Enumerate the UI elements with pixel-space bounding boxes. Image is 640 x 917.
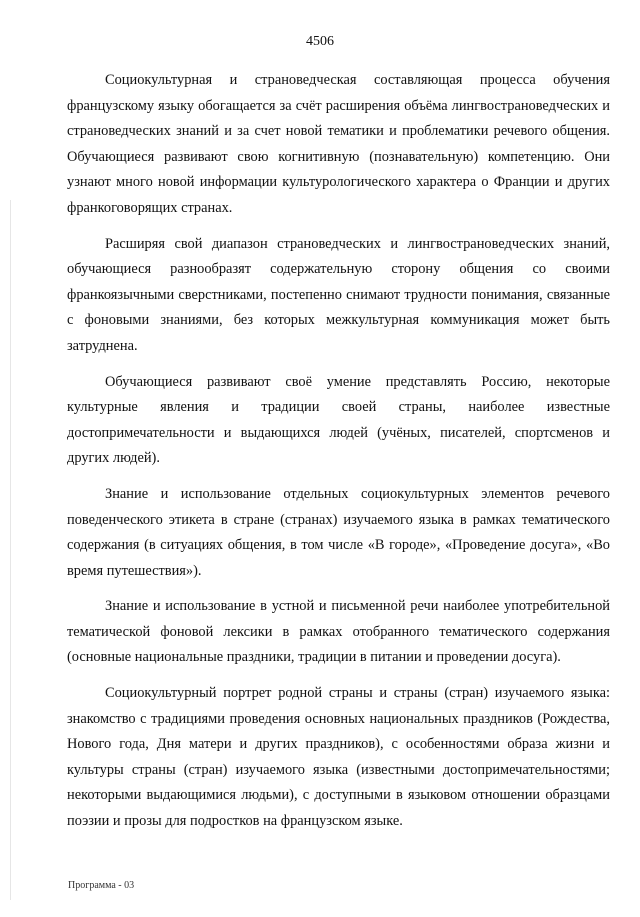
paragraph-1: Социокультурная и страноведческая составляющая процесса обучения французскому языку обогащается за счёт расширения объёма лингвострановедческих и страноведческих знаний и за счет новой тематики и проблематики речевого общения. Обучающиеся развивают свою когнитивную (познавательную) компетенцию. Они узнают много новой информации культурологического характера о Франции и других франкоговорящих странах. <box>67 72 610 216</box>
paragraph-6: Социокультурный портрет родной страны и страны (стран) изучаемого языка: знакомство с традициями проведения основных национальных праздников (Рождества, Нового года, Дня матери и других праздников), с особенностями образа жизни и культуры страны (стран) изучаемого языка (известными достопримечательностями; некоторыми выдающимися людьми), с доступными в языковом отношении образцами поэзии и прозы для подростков на французском языке. <box>67 685 610 830</box>
paragraph-2: Расширяя свой диапазон страноведческих и лингвострановедческих знаний, обучающиеся разнообразят содержательную сторону общения со своими франкоязычными сверстниками, постепенно снимают трудности понимания, связанные с фоновыми знаниями, без которых межкультурная коммуникация может быть затруднена. <box>67 235 610 354</box>
paragraph-4: Знание и использование отдельных социокультурных элементов речевого поведенческого этикета в стране (странах) изучаемого языка в рамках тематического содержания (в ситуациях общения, в том числе «В городе», «Проведение досуга», «Во время путешествия»). <box>67 485 610 579</box>
paragraph-3: Обучающиеся развивают своё умение представлять Россию, некоторые культурные явления и традиции своей страны, наиболее известные достопримечательности и выдающихся людей (учёных, писателей, спортсменов и других людей). <box>67 373 610 467</box>
footer-program-label: Программа - 03 <box>68 880 135 891</box>
document-body <box>67 68 610 845</box>
page-number: 4506 <box>306 34 334 49</box>
scan-edge-line <box>10 200 11 900</box>
paragraph-5: Знание и использование в устной и письменной речи наиболее употребительной тематической фоновой лексики в рамках отобранного тематического содержания (основные национальные праздники, традиции в питании и проведении досуга). <box>67 598 610 666</box>
